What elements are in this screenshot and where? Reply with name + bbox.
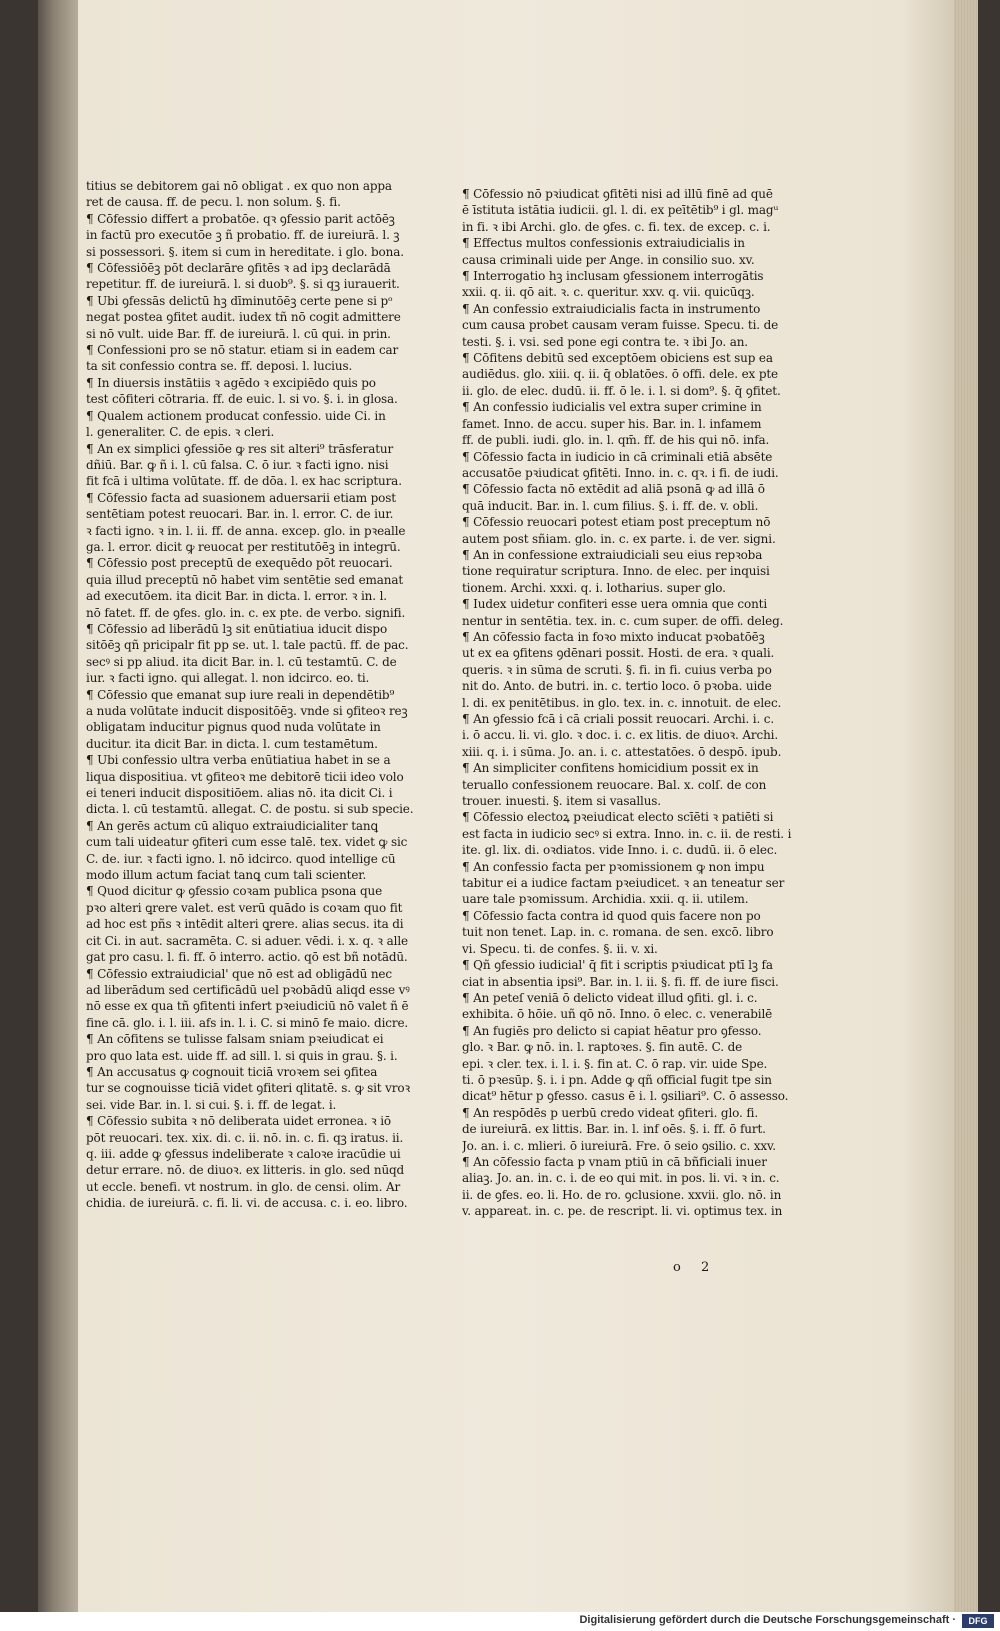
text-line: ciat in absentia ipsi⁹. Bar. in. l. ii. §. fi. ff. de iure fisci. [462, 974, 779, 989]
text-line: ad liberādum sed certificādū uel pꝛobādū aliqd esse vꝰ [86, 982, 410, 997]
text-line: detur errare. nō. de diuoꝛ. ex litteris. in glo. sed nūqd [86, 1163, 405, 1178]
text-line: tuit non tenet. Lap. in. c. romana. de sen. excō. libro [462, 925, 774, 940]
text-line: negat postea ꝯfitet audit. iudex tñ nō cogit admittere [86, 310, 401, 325]
text-line: ¶ Qñ ꝯfessio iudicial' q̄ fit i scriptis pꝛiudicat ptī lꝫ fa [462, 958, 773, 973]
text-line: ¶ An confessio facta per pꝛomissionem ꝙ non impu [462, 859, 765, 874]
text-line: ¶ Cōfessio ad liberādū lꝫ sit enūtiatiua iducit dispo [86, 621, 388, 636]
text-line: l. generaliter. C. de epis. ꝛ cleri. [86, 425, 275, 440]
text-line: ¶ An cōfitens se tulisse falsam sniam pꝛeiudicat ei [86, 1032, 384, 1047]
text-line: iur. ꝛ facti igno. qui allegat. l. non idcirco. eo. ti. [86, 671, 370, 686]
text-line: ¶ An in confessione extraiudiciali seu eius repꝛoba [462, 547, 763, 562]
text-line: ¶ Cōfitens debitū sed exceptōem obiciens est sup ea [462, 351, 773, 366]
text-line: ¶ An confessio extraiudicialis facta in instrumento [462, 301, 761, 316]
text-line: dicat⁹ hētur p ꝯfesso. casus ē i. l. ꝯsiliari⁹. C. ō assesso. [462, 1089, 789, 1104]
text-line: ad hoc est pñs ꝛ intēdit alteri ꝗrere. alias secus. ita di [86, 917, 404, 932]
text-line: ¶ Quod dicitur ꝙ ꝯfessio coꝛam publica psona que [86, 884, 383, 899]
text-line: cit Ci. in aut. sacramēta. C. si aduer. vēdi. i. x. q. ꝛ alle [86, 933, 408, 948]
text-line: q. iii. adde ꝙ ꝯfessus indeliberate ꝛ caloꝛe iracūdie ui [86, 1146, 401, 1161]
binding-gutter [38, 0, 78, 1612]
text-line: trouer. inuesti. §. item si vasallus. [462, 794, 661, 809]
text-line: ¶ Qualem actionem producat confessio. uide Ci. in [86, 408, 386, 423]
text-line: uare tale pꝛomissum. Archidia. xxii. q. ii. utilem. [462, 892, 749, 907]
text-line: ff. de publi. iudi. glo. in. l. qm̄. ff. de his qui nō. infa. [462, 433, 770, 448]
text-line: aliaꝫ. Jo. an. in. c. i. de eo qui mit. in pos. li. vi. ꝛ in. c. [462, 1171, 780, 1186]
text-line: ¶ An fugiēs pro delicto si capiat hēatur pro ꝯfesso. [462, 1023, 762, 1038]
text-line: ¶ Cōfessio facta in iudicio in cā criminali etiā absēte [462, 449, 773, 464]
text-line: sei. vide Bar. in. l. si cui. §. i. ff. de legat. i. [86, 1097, 337, 1112]
text-line: ut eccle. benefi. vt nostrum. in glo. de censi. olim. Ar [86, 1179, 401, 1194]
text-line: ite. gl. lix. di. oꝛdiatos. vide Inno. i. c. dudū. ii. ō elec. [462, 843, 778, 858]
text-line: nō esse ex qua tñ ꝯfitenti infert pꝛeiudiciū nō valet ñ ē [86, 999, 409, 1014]
dfg-logo: DFG [962, 1614, 994, 1628]
text-line: test cōfiteri cōtraria. ff. de euic. l. si vo. §. i. in glosa. [86, 392, 398, 407]
text-line: gat pro casu. l. fi. ff. ō interro. actio. qō est bñ notādū. [86, 950, 408, 965]
text-line: l. di. ex penitētibus. in glo. tex. in. c. innotuit. de elec. [462, 695, 782, 710]
text-line: ii. glo. de elec. dudū. ii. ff. ō le. i. l. si dom⁹. §. q̄ ꝯfitet. [462, 383, 781, 398]
text-line: in factū pro executōe ꝫ ñ probatio. ff. de iureiurā. l. ꝫ [86, 228, 400, 243]
text-line: C. de. iur. ꝛ facti igno. l. nō idcirco. quod intellige cū [86, 851, 396, 866]
text-line: teruallo confessionem reuocare. Bal. x. colſ. de con [462, 777, 767, 792]
text-line: ¶ In diuersis instātiis ꝛ agēdo ꝛ excipiēdo quis po [86, 375, 376, 390]
text-line: ¶ Cōfessio facta ad suasionem aduersarii etiam post [86, 490, 396, 505]
text-line: quā inducit. Bar. in. l. cum filius. §. i. ff. de. v. obli. [462, 498, 759, 513]
text-line: testi. §. i. vsi. sed pone egi contra te. ꝛ ibi Jo. an. [462, 334, 748, 349]
text-line: tione requiratur scriptura. Inno. de elec. per inquisi [462, 564, 770, 579]
text-line: cum tali uideatur ꝯfiteri cum esse talē. tex. videt ꝙ sic [86, 835, 408, 850]
text-line: nō fatet. ff. de ꝯfes. glo. in. c. ex pte. de verbo. signifi. [86, 605, 406, 620]
text-line: liqua dispositiua. vt ꝯfiteoꝛ me debitorē ticii ideo volo [86, 769, 404, 784]
text-line: chidia. de iureiurā. c. fi. li. vi. de accusa. c. i. eo. libro. [86, 1196, 408, 1211]
digitization-footer [0, 1612, 1000, 1631]
text-line: quia illud preceptū nō habet vim sentētie sed emanat [86, 572, 404, 587]
text-line: sitōēꝫ qñ pricipalr fit pp se. ut. l. tale pactū. ff. de pac. [86, 638, 409, 653]
signature-mark: o 2 [673, 1260, 718, 1275]
text-line: epi. ꝛ cler. tex. i. l. i. §. fin at. C. ō rap. vir. uide Spe. [462, 1056, 768, 1071]
text-line: tabitur ei a iudice factam pꝛeiudicet. ꝛ an teneatur ser [462, 876, 785, 891]
page-edge [954, 0, 978, 1612]
text-line: ¶ Cōfessio reuocari potest etiam post preceptum nō [462, 515, 771, 530]
text-line: pōt reuocari. tex. xix. di. c. ii. nō. in. c. fi. qꝫ iratus. ii. [86, 1130, 404, 1145]
text-line: nit do. Anto. de butri. in. c. tertio loco. ō pꝛoba. uide [462, 679, 772, 694]
text-line: ¶ Ubi confessio ultra verba enūtiatiua habet in se a [86, 753, 391, 768]
text-line: ¶ An confessio iudicialis vel extra super crimine in [462, 400, 762, 415]
text-line: ¶ Cōfessio nō pꝛiudicat ꝯfitēti nisi ad illū finē ad quē [462, 187, 773, 201]
text-line: cum causa probet causam veram fuisse. Specu. ti. de [462, 318, 779, 333]
text-line: vi. Specu. ti. de confes. §. ii. v. xi. [462, 941, 658, 956]
text-line: ¶ An accusatus ꝙ cognouit ticiā vroꝛem sei ꝯfitea [86, 1064, 378, 1079]
text-line: ¶ Cōfessio post preceptū de exequēdo pōt reuocari. [86, 556, 393, 571]
text-line: sentētiam potest reuocari. Bar. in. l. error. C. de iur. [86, 507, 394, 522]
text-line: ¶ Confessioni pro se nō statur. etiam si in eadem car [86, 343, 399, 358]
text-line: ¶ Iudex uidetur confiteri esse uera omnia que conti [462, 597, 768, 612]
text-line: ē īstituta istātia iudicii. gl. l. di. ex peītētib⁹ i gl. magᵘ [462, 203, 779, 218]
text-line: ti. ō pꝛesūp. §. i. i pn. Adde ꝙ qñ official fugit tpe sin [462, 1072, 772, 1087]
text-line: v. appareat. in. c. pe. de rescript. li. vi. optimus tex. in [462, 1204, 783, 1219]
text-line: ꝛ facti igno. ꝛ in. l. ii. ff. de anna. excep. glo. in pꝛealle [86, 523, 406, 538]
text-line: ¶ Effectus multos confessionis extraiudicialis in [462, 236, 745, 251]
text-line: tur se cognouisse ticiā videt ꝯfiteri qlitatē. s. ꝙ sit vroꝛ [86, 1081, 410, 1096]
text-line: queris. ꝛ in sūma de scruti. §. fi. in fi. cuius verba po [462, 662, 772, 677]
text-line: ¶ An gerēs actum cū aliquo extraiudicialiter tanꝗ [86, 818, 378, 833]
text-line: ¶ Cōfessio electoꝝ pꝛeiudicat electo scīēti ꝛ patiēti si [462, 810, 774, 825]
text-line: ¶ Cōfessio que emanat sup iure reali in dependētib⁹ [86, 687, 395, 702]
text-line: ¶ Cōfessio differt a probatōe. qꝛ ꝯfessio parit actōēꝫ [86, 211, 395, 226]
text-line: autem post sñiam. glo. in. c. ex parte. i. de ver. signi. [462, 531, 776, 546]
text-line: dicta. l. cū testamtū. allegat. C. de postu. si sub specie. [86, 802, 414, 817]
text-line: ¶ Cōfessio subita ꝛ nō deliberata uidet erronea. ꝛ iō [86, 1114, 391, 1129]
text-line: ¶ Cōfessiōēꝫ pōt declarāre ꝯfitēs ꝛ ad ipꝫ declarādā [86, 261, 391, 276]
text-line: famet. Inno. de accu. super his. Bar. in. l. infamem [462, 416, 762, 431]
text-line: causa criminali uide per Ange. in consilio suo. xv. [462, 252, 755, 267]
text-line: ¶ An cōfessio facta in foꝛo mixto inducat pꝛobatōēꝫ [462, 629, 765, 644]
text-line: exhibita. ō hōie. uñ qō nō. Inno. ō elec. c. venerabilē [462, 1007, 773, 1022]
text-line: ¶ Ubi ꝯfessās delictū hꝫ dīminutōēꝫ certe pene si pᵒ [86, 293, 393, 308]
text-line: ret de causa. ff. de pecu. l. non solum. §. fi. [86, 195, 341, 210]
text-line: si possessori. §. item si cum in hereditate. i glo. bona. [86, 244, 404, 259]
text-line: ii. de ꝯfes. eo. li. Ho. de ro. ꝯclusione. xxvii. glo. nō. in [462, 1187, 782, 1202]
text-line: ¶ An simpliciter confitens homicidium possit ex in [462, 761, 759, 776]
text-line: repetitur. ff. de iureiurā. l. si duob⁹. §. si qꝫ iurauerit. [86, 277, 400, 292]
text-line: ¶ Cōfessio facta nō extēdit ad aliā psonā ꝙ ad illā ō [462, 482, 765, 497]
text-line: ¶ An ex simplici ꝯfessiōe ꝙ res sit alteri⁹ trāsferatur [86, 441, 394, 456]
text-line: pro quo lata est. uide ff. ad sill. l. si quis in grau. §. i. [86, 1048, 398, 1063]
text-line: ad executōem. ita dicit Bar. in dicta. l. error. ꝛ in. l. [86, 589, 387, 604]
text-line: Jo. an. i. c. mlieri. ō iureiurā. Fre. ō seio ꝯsilio. c. xxv. [462, 1138, 776, 1153]
text-line: ¶ Cōfessio extraiudicial' que nō est ad obligādū nec [86, 966, 392, 981]
text-line: in fi. ꝛ ibi Archi. glo. de ꝯfes. c. fi. tex. de excep. c. i. [462, 219, 771, 234]
text-line: obligatam inducitur pignus quod nuda volūtate in [86, 720, 381, 735]
text-line: pꝛo alteri ꝗrere valet. est verū quādo is coꝛam quo fit [86, 900, 403, 915]
text-line: ga. l. error. dicit ꝙ reuocat per restitutōēꝫ in integrū. [86, 539, 401, 554]
text-line: si nō vult. uide Bar. ff. de iureiurā. l. cū qui. in prin. [86, 326, 391, 341]
text-line: xiii. q. i. i sūma. Jo. an. i. c. attestatōes. ō despō. ipub. [462, 744, 782, 759]
text-line: ¶ An cōfessio facta p vnam ptiū in cā bñficiali inuer [462, 1154, 767, 1169]
text-line: glo. ꝛ Bar. ꝙ nō. in. l. raptoꝛes. §. fin autē. C. de [462, 1040, 743, 1055]
text-line: ¶ An peteſ veniā ō delicto videat illud ꝯfiti. gl. i. c. [462, 990, 758, 1005]
text-line: a nuda volūtate inducit dispositōēꝫ. vnde si ꝯfiteoꝛ reꝫ [86, 704, 408, 718]
text-line: accusatōe pꝛiudicat ꝯfitēti. Inno. in. c. qꝛ. i fi. de iudi. [462, 465, 779, 480]
text-line: ¶ An respōdēs p uerbū credo videat ꝯfiteri. glo. fi. [462, 1105, 758, 1120]
text-line: ta sit confessio contra se. ff. deposi. l. lucius. [86, 359, 353, 374]
text-line: audiēdus. glo. xiii. q. ii. q̄ oblatōes. ō offi. dele. ex pte [462, 367, 778, 382]
text-line: nentur in sentētia. tex. in. c. cum super. de offi. deleg. [462, 613, 784, 628]
text-line: est facta in iudicio secꝰ si extra. Inno. in. c. ii. de resti. i [462, 826, 792, 841]
text-line: ducitur. ita dicit Bar. in dicta. l. cum testamētum. [86, 736, 378, 751]
text-column-right [462, 186, 832, 1220]
text-line: de iureiurā. ex littis. Bar. in. l. inf oēs. §. i. ff. ō furt. [462, 1122, 766, 1137]
text-line: ¶ Cōfessio facta contra id quod quis facere non po [462, 908, 761, 923]
text-line: ¶ Interrogatio hꝫ inclusam ꝯfessionem interrogātis [462, 269, 764, 284]
text-line: tionem. Archi. xxxi. q. i. lotharius. super glo. [462, 580, 726, 595]
text-line: dñiū. Bar. ꝙ ñ i. l. cū falsa. C. ō iur. ꝛ facti igno. nisi [86, 457, 389, 472]
text-line: fine cā. glo. i. l. iii. afs in. l. i. C. si minō fe maio. dicre. [86, 1015, 409, 1030]
text-line: i. ō accu. li. vi. glo. ꝛ doc. i. c. ex litis. de diuoꝛ. Archi. [462, 728, 778, 743]
text-line: modo illum actum faciat tanꝗ cum tali scienter. [86, 868, 367, 883]
text-line: xxii. q. ii. qō ait. ꝛ. c. queritur. xxv. q. vii. quicūqꝫ. [462, 285, 755, 300]
text-line: titius se debitorem gai nō obligat . ex quo non appa [86, 179, 392, 193]
text-line: secꝰ si pp aliud. ita dicit Bar. in. l. cū testamtū. C. de [86, 654, 397, 669]
text-line: ei teneri inducit dispositiōem. alias nō. ita dicit Ci. i [86, 786, 393, 801]
text-column-left [86, 178, 466, 1212]
text-line: fit fcā i ultima volūtate. ff. de dōa. l. ex hac scriptura. [86, 474, 402, 489]
text-line: ut ex ea ꝯfitens ꝯdēnari possit. Hosti. de era. ꝛ quali. [462, 646, 775, 661]
footer-credit: Digitalisierung gefördert durch die Deutsche Forschungsgemeinschaft · [579, 1614, 956, 1626]
text-line: ¶ An ꝯfessio fcā i cā criali possit reuocari. Archi. i. c. [462, 712, 775, 726]
